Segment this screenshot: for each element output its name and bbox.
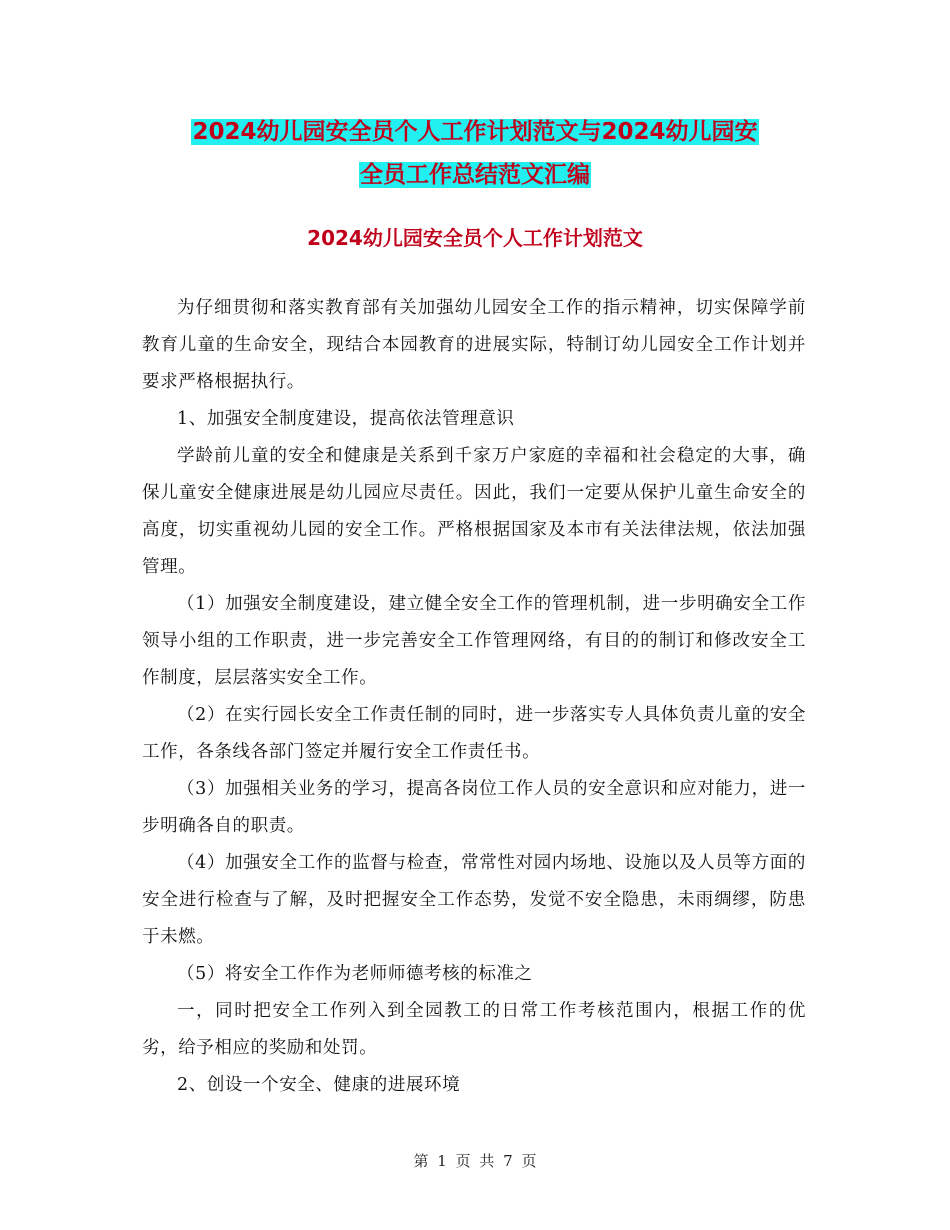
document-body: [142, 290, 806, 1104]
paragraph-item-5: （5）将安全工作作为老师师德考核的标准之: [177, 964, 533, 984]
page-footer: 第 1 页 共 7 页: [413, 1152, 537, 1170]
paragraph-item-1: （1）加强安全制度建设，建立健全安全工作的管理机制，进一步明确安全工作领导小组的工作职责，进一步完善安全工作管理网络，有目的的制订和修改安全工作制度，层层落实安全工作。: [142, 594, 806, 688]
paragraph-heading-1: 1、加强安全制度建设，提高依法管理意识: [177, 409, 515, 429]
paragraph-intro: 为仔细贯彻和落实教育部有关加强幼儿园安全工作的指示精神，切实保障学前教育儿童的生命安全，现结合本园教育的进展实际，特制订幼儿园安全工作计划并要求严格根据执行。: [142, 298, 806, 392]
document-title-text-2: 全员工作总结范文汇编: [360, 162, 590, 188]
paragraph-item-4: （4）加强安全工作的监督与检查，常常性对园内场地、设施以及人员等方面的安全进行检查与了解，及时把握安全工作态势，发觉不安全隐患，未雨绸缪，防患于未燃。: [142, 853, 806, 947]
document-title-line-1: [0, 113, 950, 151]
paragraph-item-3: （3）加强相关业务的学习，提高各岗位工作人员的安全意识和应对能力，进一步明确各自的职责。: [142, 779, 806, 836]
paragraph-item-5-cont: 一，同时把安全工作列入到全园教工的日常工作考核范围内，根据工作的优劣，给予相应的奖励和处罚。: [142, 1001, 806, 1058]
paragraph-2: 学龄前儿童的安全和健康是关系到千家万户家庭的幸福和社会稳定的大事，确保儿童安全健康进展是幼儿园应尽责任。因此，我们一定要从保护儿童生命安全的高度，切实重视幼儿园的安全工作。严格根据国家及本市有关法律法规，依法加强管理。: [142, 446, 806, 577]
document-title-text-1: 2024幼儿园安全员个人工作计划范文与2024幼儿园安: [192, 119, 758, 145]
section-title: 2024幼儿园安全员个人工作计划范文: [307, 226, 643, 250]
paragraph-heading-2: 2、创设一个安全、健康的进展环境: [177, 1075, 461, 1095]
paragraph-item-2: （2）在实行园长安全工作责任制的同时，进一步落实专人具体负责儿童的安全工作，各条线各部门签定并履行安全工作责任书。: [142, 705, 806, 762]
document-title-line-2: [0, 156, 950, 194]
